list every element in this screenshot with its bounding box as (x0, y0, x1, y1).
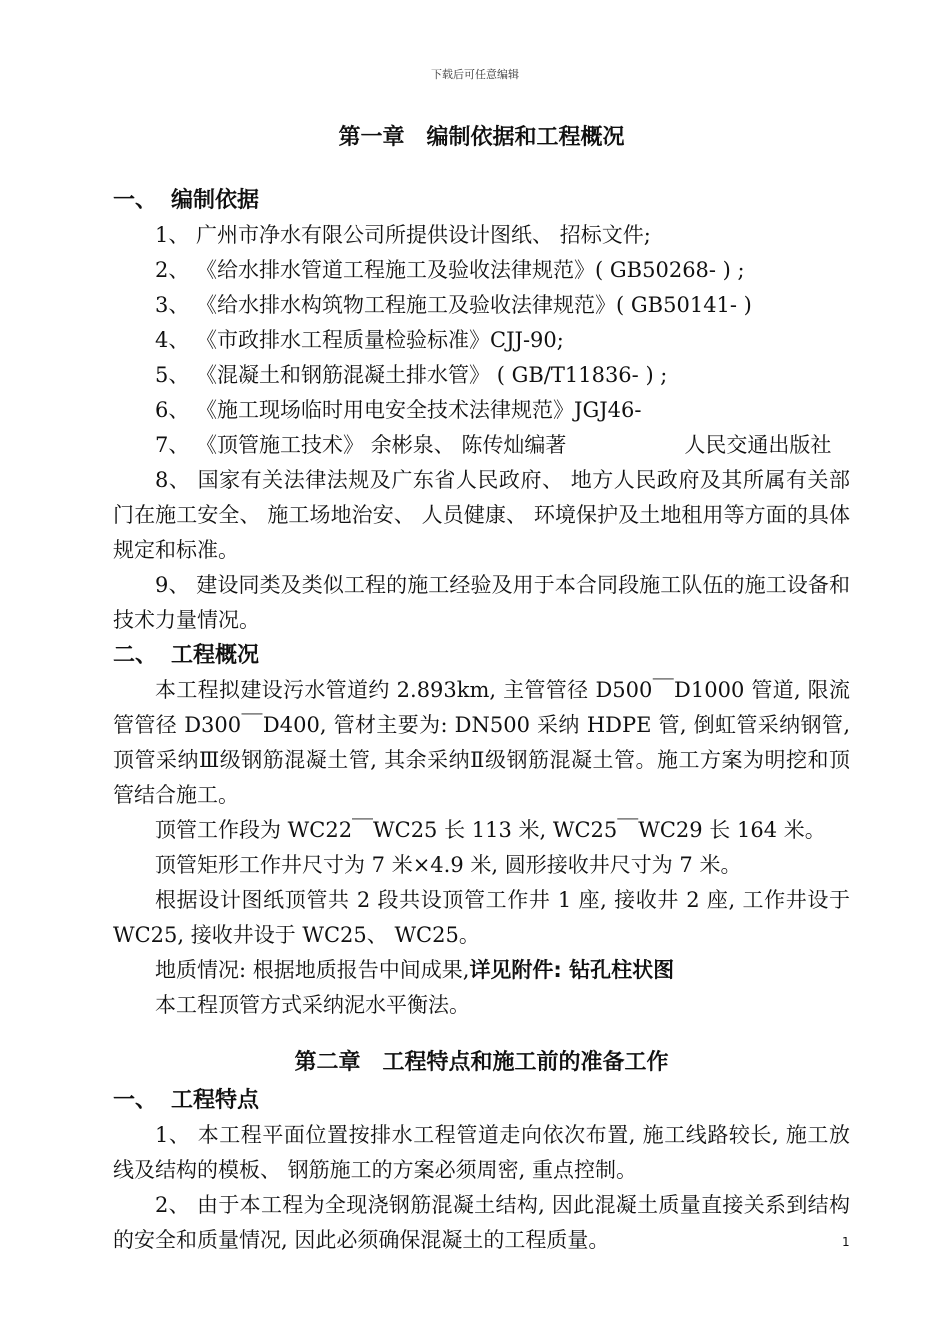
overview-paragraph-4: 根据设计图纸顶管共 2 段共设顶管工作井 1 座, 接收井 2 座, 工作井设于 WC25, 接收井设于 WC25、 WC25。 (113, 888, 850, 947)
basis-item-2: 2、 《给水排水管道工程施工及验收法律规范》( GB50268- ) ; (155, 258, 745, 282)
overview-paragraph-5 (113, 953, 850, 988)
section-number: 一、 (113, 188, 158, 213)
overview-paragraph-3: 顶管矩形工作井尺寸为 7 米×4.9 米, 圆形接收井尺寸为 7 米。 (155, 853, 742, 877)
section-title: 工程特点 (171, 1088, 260, 1113)
basis-item-7-title: 7、 《顶管施工技术》 余彬泉、 陈传灿编著 (155, 433, 567, 457)
section-number: 二、 (113, 643, 158, 668)
section-features-heading (113, 1083, 850, 1118)
basis-item-5: 5、 《混凝土和钢筋混凝土排水管》 ( GB/T11836- ) ; (155, 363, 668, 387)
overview-paragraph-2: 顶管工作段为 WC22￣WC25 长 113 米, WC25￣WC29 长 164 米。 (155, 818, 826, 842)
section-overview-heading (113, 638, 850, 673)
basis-item-3: 3、 《给水排水构筑物工程施工及验收法律规范》( GB50141- ) (155, 293, 752, 317)
document-body (113, 118, 850, 1258)
basis-item-7-publisher: 人民交通出版社 (684, 433, 832, 457)
basis-item-8: 8、 国家有关法律法规及广东省人民政府、 地方人民政府及其所属有关部门在施工安全、 施工场地治安、 人员健康、 环境保护及土地租用等方面的具体规定和标准。 (113, 468, 850, 562)
section-title: 编制依据 (171, 188, 260, 213)
geology-text: 地质情况: 根据地质报告中间成果, (155, 958, 470, 982)
basis-item-6: 6、 《施工现场临时用电安全技术法律规范》JGJ46- (155, 398, 642, 422)
chapter-2-title: 第二章 工程特点和施工前的准备工作 (294, 1050, 669, 1075)
section-title: 工程概况 (171, 643, 260, 668)
page-header-note: 下载后可任意编辑 (431, 68, 519, 81)
overview-paragraph-1: 本工程拟建设污水管道约 2.893km, 主管管径 D500￣D1000 管道, 限流管管径 D300￣D400, 管材主要为: DN500 采纳 HDPE 管, 倒虹管采纳钢管, 顶管采纳Ⅲ级钢筋混凝土管, 其余采纳Ⅱ级钢筋混凝土管。施工方案为明挖和顶管结合施工。 (113, 678, 850, 807)
attachment-reference: 详见附件: 钻孔柱状图 (469, 958, 675, 982)
section-number: 一、 (113, 1088, 158, 1113)
features-paragraph-1: 1、 本工程平面位置按排水工程管道走向依次布置, 施工线路较长, 施工放线及结构的模板、 钢筋施工的方案必须周密, 重点控制。 (113, 1123, 850, 1182)
features-paragraph-2: 2、 由于本工程为全现浇钢筋混凝土结构, 因此混凝土质量直接关系到结构的安全和质量情况, 因此必须确保混凝土的工程质量。 (113, 1193, 850, 1252)
basis-item-7 (113, 428, 850, 463)
overview-paragraph-6: 本工程顶管方式采纳泥水平衡法。 (155, 993, 470, 1017)
section-basis-heading (113, 183, 850, 218)
page-number: 1 (842, 1235, 850, 1249)
basis-item-4: 4、 《市政排水工程质量检验标准》CJJ-90; (155, 328, 564, 352)
basis-item-1: 1、 广州市净水有限公司所提供设计图纸、 招标文件; (155, 223, 651, 247)
basis-item-9: 9、 建设同类及类似工程的施工经验及用于本合同段施工队伍的施工设备和技术力量情况。 (113, 573, 850, 632)
chapter-1-title: 第一章 编制依据和工程概况 (338, 125, 625, 150)
